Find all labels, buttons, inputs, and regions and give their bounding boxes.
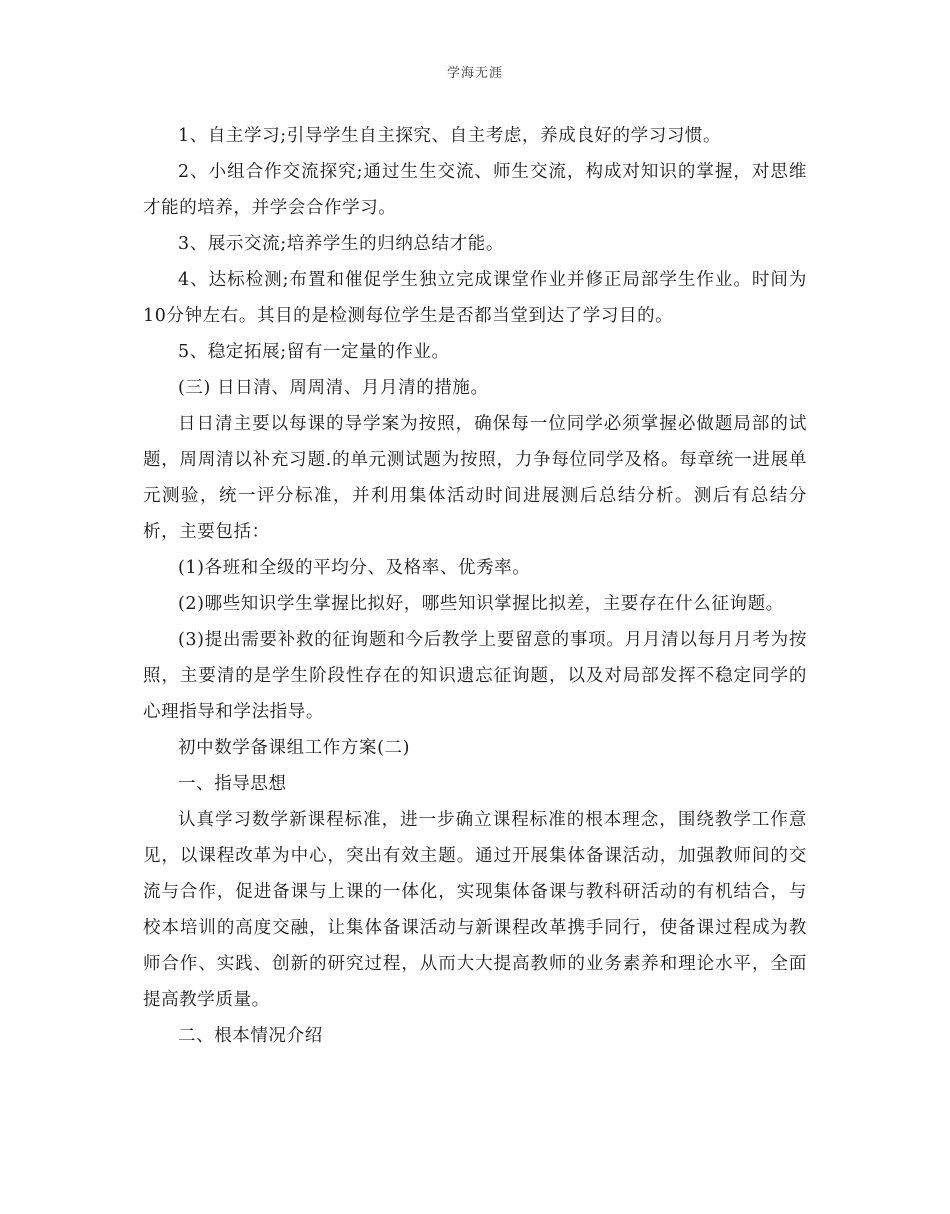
section-heading-measures: (三) 日日清、周周清、月月清的措施。 [178, 378, 489, 398]
list-item-analysis-1: (1)各班和全级的平均分、及格率、优秀率。 [178, 558, 531, 578]
paragraph-step-4: 4、达标检测;布置和催促学生独立完成课堂作业并修正局部学生作业。时间为10分钟左右。其目的是检测每位学生是否都当堂到达了学习目的。 [143, 270, 807, 326]
document-body [143, 118, 807, 1054]
page-header: 学海无涯 [446, 66, 503, 81]
paragraph-step-2: 2、小组合作交流探究;通过生生交流、师生交流，构成对知识的掌握，对思维才能的培养，并学会合作学习。 [143, 162, 807, 218]
paragraph-step-3: 3、展示交流;培养学生的归纳总结才能。 [178, 234, 504, 254]
paragraph-step-1: 1、自主学习;引导学生自主探究、自主考虑，养成良好的学习习惯。 [178, 126, 722, 146]
paragraph-daily-weekly: 日日清主要以每课的导学案为按照，确保每一位同学必须掌握必做题局部的试题，周周清以补充习题.的单元测试题为按照，力争每位同学及格。每章统一进展单元测验，统一评分标准，并利用集体活动时间进展测后总结分析。测后有总结分析，主要包括： [143, 414, 807, 542]
list-item-analysis-3: (3)提出需要补救的征询题和今后教学上要留意的事项。月月清以每月月考为按照，主要清的是学生阶段性存在的知识遗忘征询题，以及对局部发挥不稳定同学的心理指导和学法指导。 [143, 630, 807, 722]
paragraph-step-5: 5、稳定拓展;留有一定量的作业。 [178, 342, 450, 362]
section-heading-guiding-thought: 一、指导思想 [178, 774, 287, 794]
section-heading-basic-info: 二、根本情况介绍 [178, 1026, 323, 1046]
document-subtitle: 初中数学备课组工作方案(二) [178, 738, 411, 758]
paragraph-guiding-thought: 认真学习数学新课程标准，进一步确立课程标准的根本理念，围绕教学工作意见，以课程改革为中心，突出有效主题。通过开展集体备课活动，加强教师间的交流与合作，促进备课与上课的一体化，实现集体备课与教科研活动的有机结合，与校本培训的高度交融，让集体备课活动与新课程改革携手同行，使备课过程成为教师合作、实践、创新的研究过程，从而大大提高教师的业务素养和理论水平，全面提高教学质量。 [143, 810, 807, 1010]
list-item-analysis-2: (2)哪些知识学生掌握比拟好，哪些知识掌握比拟差，主要存在什么征询题。 [178, 594, 784, 614]
